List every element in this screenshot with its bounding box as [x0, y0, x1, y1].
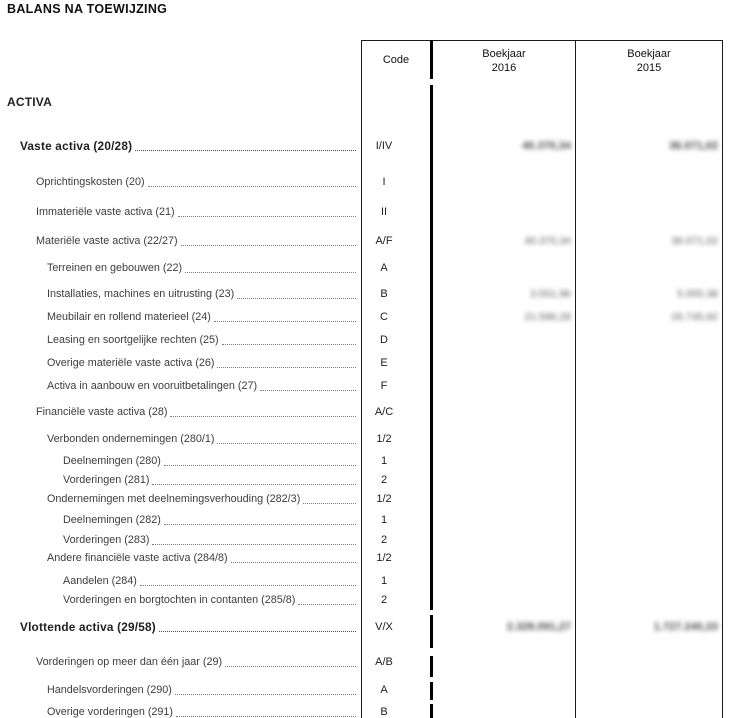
row-code: E [380, 357, 388, 369]
row-line [36, 203, 357, 221]
balance-row [0, 653, 734, 671]
row-label: Installaties, machines en uitrusting (23) [47, 288, 235, 300]
row-label: Oprichtingskosten (20) [36, 176, 145, 188]
row-code: A [380, 684, 388, 696]
balance-row [0, 471, 734, 489]
divider-gap [429, 610, 434, 615]
row-label: Vorderingen en borgtochten in contanten (285/8) [63, 594, 296, 606]
balance-row [0, 490, 734, 508]
row-label: Activa in aanbouw en vooruitbetalingen (27) [47, 380, 258, 392]
value-2016: 21.596,28 [524, 311, 571, 323]
row-code: A/C [374, 406, 394, 418]
row-label: Verbonden ondernemingen (280/1) [47, 433, 215, 445]
row-label: Aandelen (284) [63, 575, 137, 587]
row-code: 1/2 [376, 433, 392, 445]
leader-dots [225, 666, 356, 667]
leader-dots [164, 465, 356, 466]
balance-row [0, 403, 734, 421]
balance-row [0, 572, 734, 590]
leader-dots [217, 367, 356, 368]
balance-row [0, 232, 734, 250]
balance-row [0, 591, 734, 609]
row-label: Financiële vaste activa (28) [36, 406, 168, 418]
page-title: BALANS NA TOEWIJZING [7, 2, 168, 16]
row-code: B [380, 288, 388, 300]
row-code: V/X [375, 621, 393, 633]
leader-dots [178, 216, 356, 217]
leader-dots [135, 150, 356, 151]
value-2015: 5.005,38 [677, 288, 718, 300]
leader-dots [140, 585, 356, 586]
row-code: 2 [380, 474, 388, 486]
leader-dots [170, 416, 356, 417]
row-line [47, 549, 357, 567]
balance-row [0, 703, 734, 718]
value-2016: 3.551,96 [530, 288, 571, 300]
row-line [63, 591, 357, 609]
leader-dots [185, 272, 356, 273]
table-border-top [361, 40, 723, 41]
row-label: Deelnemingen (280) [63, 455, 161, 467]
row-line [20, 618, 357, 636]
leader-dots [181, 245, 356, 246]
row-line [47, 259, 357, 277]
row-code: 2 [380, 534, 388, 546]
boekjaar-2015-label: Boekjaar [627, 48, 671, 60]
value-2015: 1.727.240,33 [653, 621, 718, 633]
row-label: Deelnemingen (282) [63, 514, 161, 526]
leader-dots [148, 186, 356, 187]
row-label: Vorderingen (283) [63, 534, 150, 546]
leader-dots [303, 503, 356, 504]
row-code: I/IV [375, 140, 393, 152]
leader-dots [260, 390, 356, 391]
row-code: A/F [375, 235, 393, 247]
leader-dots [164, 524, 356, 525]
row-line [47, 377, 357, 395]
value-2015: 36.071,02 [671, 235, 718, 247]
row-label: Vlottende activa (29/58) [20, 620, 156, 634]
leader-dots [152, 484, 356, 485]
row-line [47, 331, 357, 349]
column-header-code: Code [382, 54, 410, 66]
balance-row [0, 137, 734, 155]
balance-row [0, 531, 734, 549]
balance-row [0, 285, 734, 303]
row-line [63, 572, 357, 590]
value-2015: 36.071,02 [669, 140, 718, 152]
row-line [47, 490, 357, 508]
leader-dots [298, 604, 356, 605]
balance-row [0, 173, 734, 191]
leader-dots [217, 443, 356, 444]
row-line [63, 531, 357, 549]
balance-row [0, 354, 734, 372]
row-code: 1/2 [376, 493, 392, 505]
section-heading-activa: ACTIVA [7, 95, 52, 109]
row-label: Leasing en soortgelijke rechten (25) [47, 334, 219, 346]
balance-row [0, 430, 734, 448]
row-line [63, 471, 357, 489]
value-2016: 40.370,34 [522, 140, 571, 152]
row-label: Terreinen en gebouwen (22) [47, 262, 183, 274]
value-2016: 40.370,34 [524, 235, 571, 247]
row-label: Andere financiële vaste activa (284/8) [47, 552, 228, 564]
row-code: B [380, 706, 388, 718]
leader-dots [222, 344, 356, 345]
row-code: D [380, 334, 388, 346]
balance-row [0, 452, 734, 470]
leader-dots [175, 694, 356, 695]
value-2016: 2.328.091,27 [506, 621, 571, 633]
divider-gap [429, 79, 434, 85]
row-code: A [380, 262, 388, 274]
row-code: 1 [380, 455, 388, 467]
row-label: Vorderingen op meer dan één jaar (29) [36, 656, 223, 668]
row-code: I [382, 176, 386, 188]
balance-row [0, 203, 734, 221]
balance-row [0, 377, 734, 395]
row-code: F [380, 380, 388, 392]
row-line [36, 653, 357, 671]
column-header-boekjaar-2016 [433, 47, 575, 75]
row-label: Vaste activa (20/28) [20, 139, 133, 153]
row-code: 1/2 [376, 552, 392, 564]
row-line [47, 681, 357, 699]
row-label: Overige materiële vaste activa (26) [47, 357, 215, 369]
row-label: Materiële vaste activa (22/27) [36, 235, 178, 247]
balance-row [0, 308, 734, 326]
balance-row [0, 511, 734, 529]
row-line [47, 703, 357, 718]
row-line [20, 137, 357, 155]
row-line [36, 403, 357, 421]
row-line [47, 308, 357, 326]
leader-dots [152, 544, 356, 545]
boekjaar-2016-label: Boekjaar [482, 48, 526, 60]
row-code: II [380, 206, 388, 218]
row-line [47, 354, 357, 372]
row-label: Overige vorderingen (291) [47, 706, 174, 718]
row-line [63, 452, 357, 470]
balance-row [0, 681, 734, 699]
value-2015: 26.745,92 [671, 311, 718, 323]
row-label: Handelsvorderingen (290) [47, 684, 172, 696]
boekjaar-2015-year: 2015 [636, 62, 662, 74]
row-line [47, 285, 357, 303]
row-code: 1 [380, 514, 388, 526]
row-line [36, 232, 357, 250]
row-line [36, 173, 357, 191]
row-label: Immateriële vaste activa (21) [36, 206, 175, 218]
row-code: C [380, 311, 388, 323]
row-code: 2 [380, 594, 388, 606]
balance-row [0, 549, 734, 567]
leader-dots [231, 562, 356, 563]
boekjaar-2016-year: 2016 [491, 62, 517, 74]
row-label: Vorderingen (281) [63, 474, 150, 486]
row-code: 1 [380, 575, 388, 587]
leader-dots [237, 298, 356, 299]
leader-dots [159, 631, 356, 632]
row-label: Ondernemingen met deelnemingsverhouding (282/3) [47, 493, 301, 505]
balance-row [0, 259, 734, 277]
row-code: A/B [375, 656, 393, 668]
row-line [47, 430, 357, 448]
balance-row [0, 618, 734, 636]
row-label: Meubilair en rollend materieel (24) [47, 311, 211, 323]
leader-dots [176, 716, 356, 717]
column-header-boekjaar-2015 [576, 47, 722, 75]
leader-dots [214, 321, 356, 322]
row-line [63, 511, 357, 529]
balance-row [0, 331, 734, 349]
